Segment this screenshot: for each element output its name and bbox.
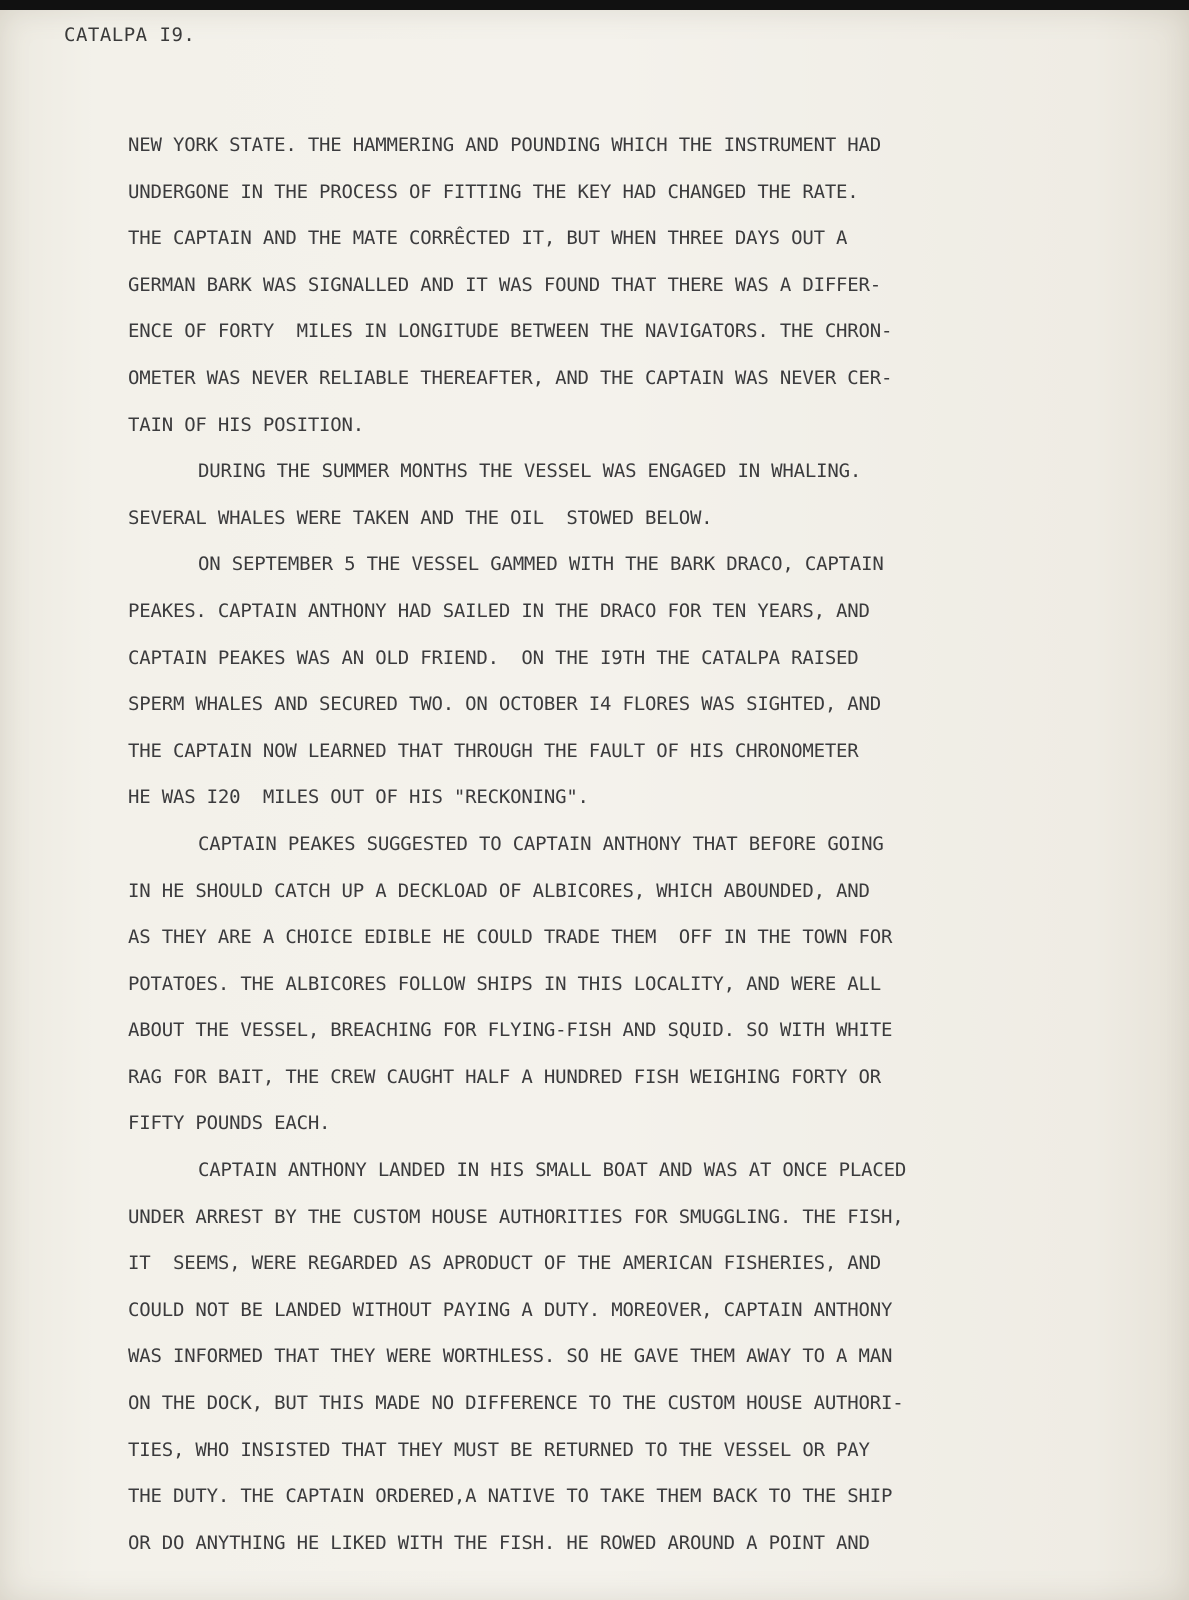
text-line: POTATOES. THE ALBICORES FOLLOW SHIPS IN THIS LOCALITY, AND WERE ALL — [128, 972, 882, 995]
text-line: FIFTY POUNDS EACH. — [128, 1112, 331, 1135]
text-line: THE CAPTAIN AND THE MATE CORRÊCTED IT, BUT WHEN THREE DAYS OUT A — [128, 227, 848, 250]
body-text — [128, 122, 1128, 1566]
text-line: TAIN OF HIS POSITION. — [128, 413, 365, 436]
text-line: GERMAN BARK WAS SIGNALLED AND IT WAS FOUND THAT THERE WAS A DIFFER- — [128, 273, 882, 296]
text-line: NEW YORK STATE. THE HAMMERING AND POUNDING WHICH THE INSTRUMENT HAD — [128, 134, 882, 156]
text-line: OMETER WAS NEVER RELIABLE THEREAFTER, AND THE CAPTAIN WAS NEVER CER- — [128, 366, 893, 389]
text-line: HE WAS I20 MILES OUT OF HIS "RECKONING". — [128, 786, 589, 809]
text-line: IN HE SHOULD CATCH UP A DECKLOAD OF ALBICORES, WHICH ABOUNDED, AND — [128, 879, 870, 902]
text-line: DURING THE SUMMER MONTHS THE VESSEL WAS ENGAGED IN WHALING. — [198, 460, 862, 483]
text-line: AS THEY ARE A CHOICE EDIBLE HE COULD TRADE THEM OFF IN THE TOWN FOR — [128, 926, 893, 949]
page-header: CATALPA I9. — [64, 24, 196, 46]
paper-sheet — [0, 10, 1189, 1600]
text-line: COULD NOT BE LANDED WITHOUT PAYING A DUTY. MOREOVER, CAPTAIN ANTHONY — [128, 1298, 893, 1321]
text-line: OR DO ANYTHING HE LIKED WITH THE FISH. HE ROWED AROUND A POINT AND — [128, 1531, 870, 1554]
text-line: THE DUTY. THE CAPTAIN ORDERED,A NATIVE TO TAKE THEM BACK TO THE SHIP — [128, 1485, 893, 1508]
text-line: CAPTAIN PEAKES WAS AN OLD FRIEND. ON THE I9TH THE CATALPA RAISED — [128, 646, 859, 669]
text-line: UNDERGONE IN THE PROCESS OF FITTING THE KEY HAD CHANGED THE RATE. — [128, 180, 859, 203]
text-line: ABOUT THE VESSEL, BREACHING FOR FLYING-FISH AND SQUID. SO WITH WHITE — [128, 1019, 893, 1042]
text-line: THE CAPTAIN NOW LEARNED THAT THROUGH THE FAULT OF HIS CHRONOMETER — [128, 739, 859, 762]
text-line: WAS INFORMED THAT THEY WERE WORTHLESS. SO HE GAVE THEM AWAY TO A MAN — [128, 1345, 893, 1368]
text-line: ON THE DOCK, BUT THIS MADE NO DIFFERENCE TO THE CUSTOM HOUSE AUTHORI- — [128, 1392, 904, 1415]
text-line: SEVERAL WHALES WERE TAKEN AND THE OIL STOWED BELOW. — [128, 506, 713, 529]
text-line: CAPTAIN ANTHONY LANDED IN HIS SMALL BOAT AND WAS AT ONCE PLACED — [198, 1159, 907, 1182]
text-line: SPERM WHALES AND SECURED TWO. ON OCTOBER I4 FLORES WAS SIGHTED, AND — [128, 693, 882, 716]
text-line: RAG FOR BAIT, THE CREW CAUGHT HALF A HUNDRED FISH WEIGHING FORTY OR — [128, 1065, 882, 1088]
text-line: ENCE OF FORTY MILES IN LONGITUDE BETWEEN THE NAVIGATORS. THE CHRON- — [128, 320, 893, 343]
text-line: UNDER ARREST BY THE CUSTOM HOUSE AUTHORITIES FOR SMUGGLING. THE FISH, — [128, 1205, 904, 1228]
text-line: ON SEPTEMBER 5 THE VESSEL GAMMED WITH THE BARK DRACO, CAPTAIN — [198, 553, 884, 576]
text-line: CAPTAIN PEAKES SUGGESTED TO CAPTAIN ANTHONY THAT BEFORE GOING — [198, 832, 884, 855]
text-line: TIES, WHO INSISTED THAT THEY MUST BE RETURNED TO THE VESSEL OR PAY — [128, 1438, 870, 1461]
text-line: IT SEEMS, WERE REGARDED AS APRODUCT OF THE AMERICAN FISHERIES, AND — [128, 1252, 882, 1275]
text-line: PEAKES. CAPTAIN ANTHONY HAD SAILED IN THE DRACO FOR TEN YEARS, AND — [128, 599, 870, 622]
